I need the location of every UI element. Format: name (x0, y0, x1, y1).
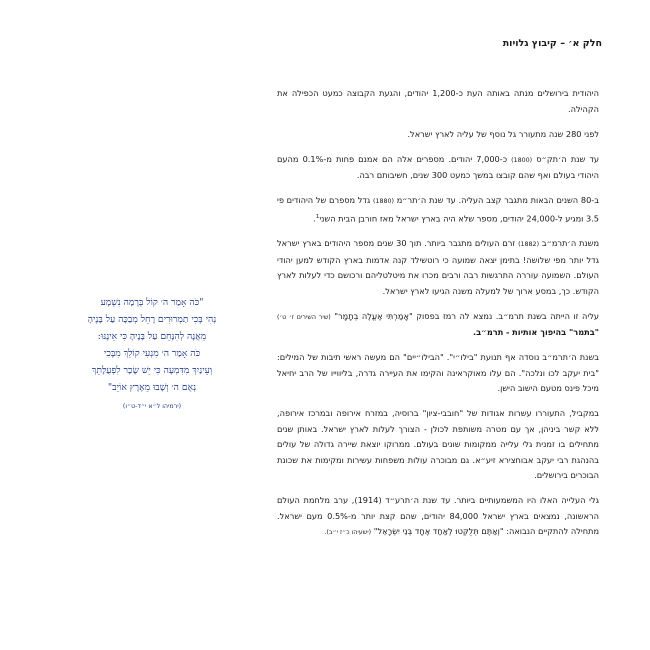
paragraph-5 (277, 236, 599, 299)
paragraph-3-b: כ-7,000 יהודים. מספרים אלה הם אמנם פחות מ-0.1% מהעם היהודי בעולם ואף שהם קובצו במשך כמעט 300 שנים, חשיבותם רבה. (277, 153, 599, 180)
footnote-marker: 1 (315, 213, 320, 220)
paragraph-3-a: עד שנת ה׳תק״ס (536, 153, 600, 164)
paragraph-4: ב-80 השנים הבאות מתגבר קצב העליה. עד שנת ה׳תר״מ (1880) גדל מספרם של היהודים פי 3.5 ומגיע ל-24,000 יהודים, מספר שלא היה בארץ ישראל מאז חורבן הבית השני$^1$. (277, 195, 599, 224)
verse-source-isaiah: (ישעיהו כ״ז י״ב). (324, 529, 372, 537)
verse-line: נְהִי בְּכִי תַמְרוּרִים רָחֵל מְבַכָּה עַל בָּנֶיהָ (87, 314, 217, 325)
paragraph-7: בשנת ה׳תרמ״ב נוסדה אף תנועת "בילו״י". "הבילו״יים" הם מעשה ראשי תיבות של המילים: "בית יעקב לכו ונלכה". הם עלו מאוקראינה והקימו את העיירה גדרה, בליווייו של הרב יחיאל מיכל פינס מטעם הישוב הישן. (277, 352, 599, 394)
paragraph-2: לפני 280 שנה מתעורר גל נוסף של עליה לארץ ישראל. (407, 128, 599, 139)
verse-source: (ירמיהו ל״א י״ד-ט״ו) (122, 403, 182, 410)
jeremiah-verse (52, 294, 252, 415)
paragraph-5-b: זרם העולים מתגבר ביותר. תוך 30 שנים מספר היהודים בארץ ישראל גדל יותר מפי שלושה! בתימן יצאה שמועה כי רוטשילד קנה אדמות בארץ הקודש למען יהודי העולם. השמועה עוררה התרגשות רבה ורבים מכרו את מיטלטליהם ורכושם כדי לעלות לארץ הקודש. כך, במסע ארוך של למעלה משנה הגיעו לארץ ישראל. (277, 238, 599, 296)
paragraph-9 (277, 493, 599, 541)
page-header: חלק א׳ – קיבוץ גלויות (502, 38, 602, 49)
paragraph-3 (277, 152, 599, 184)
paragraph-6 (277, 309, 599, 341)
verse-line: מֵאֲנָה לְהִנָּחֵם עַל בָּנֶיהָ כִּי אֵינֶנּוּ: (97, 331, 207, 342)
paragraph-9-a: גלי העלייה האלו היו המשמעותיים ביותר. עד שנת ה׳תרע״ד (1914), ערב מלחמת העולם הראשונה, נמצאים בארץ ישראל 84,000 יהודים, שהם קצת יותר מ-0.5% מעם ישראל. מתחילה להתקיים הנבואה: "וְאַתֶּם תְּלֻקְּטוּ לְאַחַד אֶחָד בְּנֵי יִשְׂרָאֵל" (277, 495, 599, 537)
paragraph-6-a: עליה זו הייתה בשנת תרמ״ב. נמצא לה רמז בפסוק "אָמַרְתִּי אֶעֱלֶה בְתָמָר" (334, 310, 599, 321)
paragraph-4-b: גדל מספרם של היהודים פי 3.5 ומגיע ל-24,000 יהודים, מספר שלא היה בארץ ישראל מאז חורבן הבית השני (277, 195, 599, 224)
year-1880: (1880) (373, 198, 394, 205)
paragraph-8: במקביל, התעוררו עשרות אגודות של "חובבי-ציון" ברוסיה, במזרח אירופה ובמרכז אירופה, ללא קשר ביניהן, אך עם מטרה משותפת לכולן - הצורך לעלות לארץ ישראל. באותן שנים מתחילים בו זמנית גלי עלייה ממקומות שונים בעולם. ממרוקו יוצאת שיירה גדולה של עולים בהנהגת רבי יעקב אבוחצירא זיע״א. גם מבוכרה עולות משפחות עשירות ומקימות את שכונת הבוכרים בירושלים. (277, 408, 599, 481)
verse-line: "כֹּה אָמַר ה׳ קוֹל בְּרָמָה נִשְׁמָע (100, 297, 204, 308)
main-text (277, 86, 599, 550)
year-1800: (1800) (511, 156, 533, 164)
paragraph-4-a: ב-80 השנים הבאות מתגבר קצב העליה. עד שנת ה׳תר״מ (396, 195, 599, 205)
verse-line: נְאֻם ה׳ וְשָׁבוּ מֵאֶרֶץ אוֹיֵב" (107, 382, 197, 393)
paragraph-1: היהודית בירושלים מנתה באותה העת כ-1,200 יהודים, והגעת הקבוצה כמעט הכפילה את הקהילה. (277, 88, 599, 114)
year-1882: (1882) (518, 241, 540, 249)
verse-line: כֹּה אָמַר ה׳ מִנְעִי קוֹלֵךְ מִבֶּכִי (103, 348, 201, 359)
paragraph-6-c: תרמ״ב. (472, 327, 504, 338)
verse-line: וְעֵינַיִךְ מִדִּמְעָה כִּי יֵשׁ שָׂכָר לִפְעֻלָּתֵךְ (91, 365, 213, 376)
paragraph-6-b: "בתמר" בהיפוך אותיות - (505, 327, 599, 338)
paragraph-5-a: משנת ה׳תרמ״ב (541, 238, 600, 249)
verse-source-shir: (שיר השירים ז׳ ט׳) (277, 313, 331, 321)
